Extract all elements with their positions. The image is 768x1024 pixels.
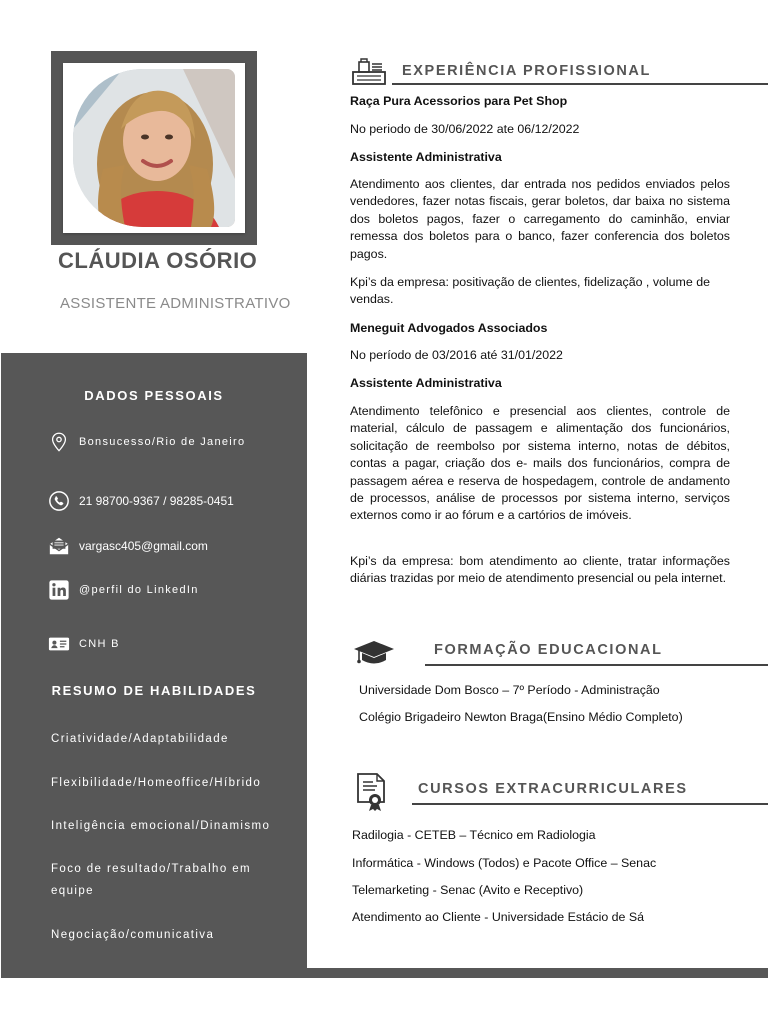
- education-title: FORMAÇÃO EDUCACIONAL: [434, 642, 663, 658]
- job-period: No periodo de 30/06/2022 ate 06/12/2022: [350, 122, 580, 136]
- contact-phone: [48, 490, 234, 512]
- education-item: Universidade Dom Bosco – 7º Período - Administração: [359, 683, 660, 697]
- job-description: Atendimento aos clientes, dar entrada nos pedidos enviados pelos vendedores, fazer notas fiscais, gerar boletos, dar baixa no sistema dos boletos pagos, fazer o carregamento do caminhão, enviar remessa dos boletos para o banco, fazer conferencia dos boletos pagos.: [350, 177, 730, 261]
- job-description: Atendimento telefônico e presencial aos clientes, controle de material, cálculo de passagem e alimentação dos funcionários, solicitação de reembolso por sistema interno, notas de débitos, contas a pagar, criação dos e- mails dos funcionários, compra de passagem aérea e reserva de hospedagem, controle de andamento de processos, análise de processos por sistema interno, serviços externos como ir ao fórum e a cartórios de imóveis.: [350, 404, 730, 523]
- sidebar: [1, 353, 307, 978]
- id-card-icon: [48, 633, 70, 655]
- contact-location-text: Bonsucesso/Rio de Janeiro: [79, 436, 246, 448]
- bottom-bar: [307, 968, 768, 978]
- job-company: Raça Pura Acessorios para Pet Shop: [350, 94, 568, 108]
- contact-phone-text: 21 98700-9367 / 98285-0451: [79, 494, 234, 508]
- job-period: No período de 03/2016 até 31/01/2022: [350, 348, 563, 362]
- courses-title: CURSOS EXTRACURRICULARES: [418, 781, 688, 797]
- job-kpi: Kpi’s da empresa: bom atendimento ao cliente, tratar informações diárias trazidas por meio de atendimento presencial ou pela internet.: [350, 554, 730, 586]
- education-divider: [425, 664, 768, 666]
- contact-license: [48, 633, 120, 655]
- course-item: Radilogia - CETEB – Técnico em Radiologia: [352, 828, 596, 842]
- photo-frame: [51, 51, 257, 245]
- experience-title: EXPERIÊNCIA PROFISSIONAL: [402, 63, 651, 79]
- contact-linkedin: [48, 579, 199, 601]
- profile-photo: [73, 69, 235, 227]
- profile-photo-illustration: [73, 69, 235, 227]
- experience-divider: [392, 83, 768, 85]
- education-item: Colégio Brigadeiro Newton Braga(Ensino Médio Completo): [359, 710, 683, 724]
- skill-item: Inteligência emocional/Dinamismo: [51, 820, 271, 832]
- location-pin-icon: [48, 431, 70, 453]
- briefcase-desk-icon: [351, 56, 387, 86]
- person-role: ASSISTENTE ADMINISTRATIVO: [60, 295, 291, 312]
- phone-icon: [48, 490, 70, 512]
- contact-license-text: CNH B: [79, 638, 120, 650]
- course-item: Atendimento ao Cliente - Universidade Estácio de Sá: [352, 910, 645, 924]
- skill-item: Negociação/comunicativa: [51, 929, 215, 941]
- graduation-cap-icon: [353, 638, 395, 668]
- skill-item: Criatividade/Adaptabilidade: [51, 733, 229, 745]
- linkedin-icon: [48, 579, 70, 601]
- job-company: Meneguit Advogados Associados: [350, 321, 548, 335]
- job-kpi: Kpi’s da empresa: positivação de clientes, fidelização , volume de vendas.: [350, 275, 710, 307]
- contact-linkedin-text[interactable]: @perfil do LinkedIn: [79, 584, 199, 596]
- contact-email-text[interactable]: vargasc405@gmail.com: [79, 539, 208, 553]
- certificate-icon: [355, 772, 387, 812]
- skill-item: Flexibilidade/Homeoffice/Híbrido: [51, 777, 262, 789]
- personal-data-heading: DADOS PESSOAIS: [84, 388, 224, 403]
- courses-divider: [412, 803, 768, 805]
- skill-item: Foco de resultado/Trabalho em equipe: [51, 863, 251, 897]
- course-item: Telemarketing - Senac (Avito e Receptivo): [352, 883, 584, 897]
- person-name: CLÁUDIA OSÓRIO: [58, 248, 258, 273]
- course-item: Informática - Windows (Todos) e Pacote Office – Senac: [352, 856, 657, 870]
- job-position: Assistente Administrativa: [350, 150, 502, 164]
- job-position: Assistente Administrativa: [350, 376, 502, 390]
- contact-email: [48, 535, 208, 557]
- email-icon: [48, 535, 70, 557]
- contact-location: [48, 431, 245, 453]
- skills-heading: RESUMO DE HABILIDADES: [51, 683, 257, 698]
